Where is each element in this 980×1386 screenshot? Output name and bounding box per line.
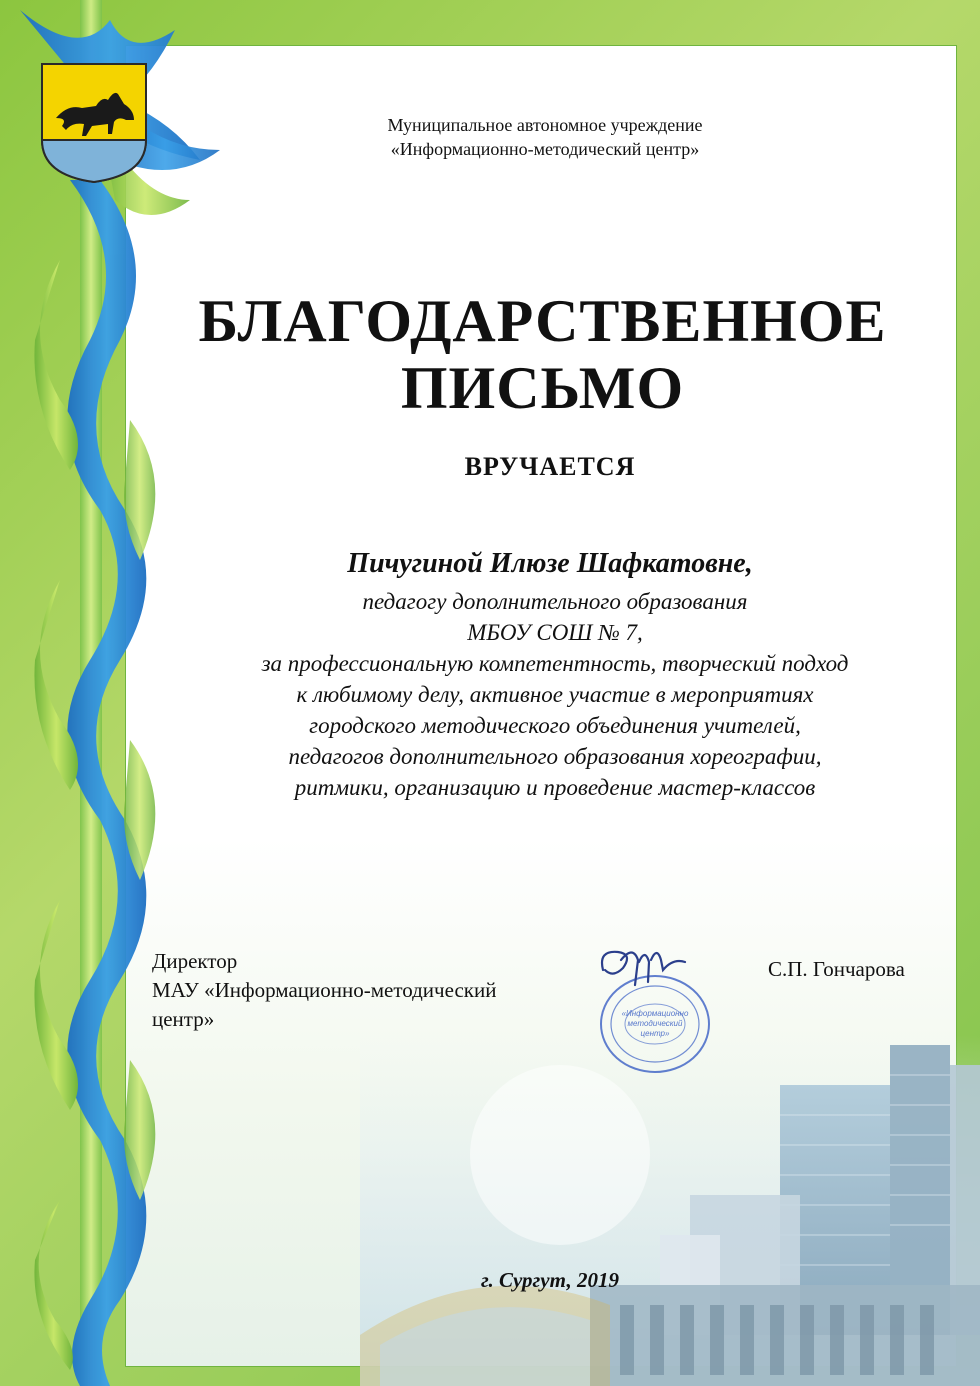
description-line: городского методического объединения учителей,: [309, 713, 801, 738]
description-line: педагогу дополнительного образования: [362, 589, 748, 614]
organization-line-2: «Информационно-методический центр»: [390, 139, 700, 159]
organization-header: [300, 113, 790, 161]
city-buildings-illustration: [360, 1035, 980, 1386]
stamp-text-line-3: центр»: [640, 1029, 670, 1038]
award-label: ВРУЧАЕТСЯ: [464, 452, 636, 481]
description-line: ритмики, организацию и проведение мастер-классов: [294, 775, 816, 800]
stamp-text-line-1: «Информационно: [621, 1009, 689, 1018]
place-and-year: г. Сургут, 2019: [481, 1268, 619, 1292]
signer-role-line-3: центр»: [152, 1007, 215, 1031]
document-title: [170, 288, 915, 422]
award-description: [190, 586, 920, 803]
description-line: за профессиональную компетентность, творческий подход: [261, 651, 849, 676]
signer-name: С.П. Гончарова: [768, 957, 905, 981]
signer-role-line-1: Директор: [152, 949, 238, 973]
description-line: МБОУ СОШ № 7,: [467, 620, 643, 645]
signer-role-line-2: МАУ «Информационно-методический: [152, 978, 497, 1002]
city-coat-of-arms-icon: [38, 60, 150, 185]
description-line: педагогов дополнительного образования хореографии,: [288, 744, 822, 769]
signer-role: [152, 947, 572, 1034]
organization-line-1: Муниципальное автономное учреждение: [387, 115, 703, 135]
title-line-1: БЛАГОДАРСТВЕННОЕ: [198, 288, 887, 354]
title-line-2: ПИСЬМО: [400, 355, 685, 421]
stamp-text-line-2: методический: [627, 1019, 683, 1028]
handwritten-signature: [593, 940, 693, 990]
recipient-name: Пичугиной Илюзе Шафкатовне,: [347, 548, 753, 579]
description-line: к любимому делу, активное участие в мероприятиях: [296, 682, 814, 707]
